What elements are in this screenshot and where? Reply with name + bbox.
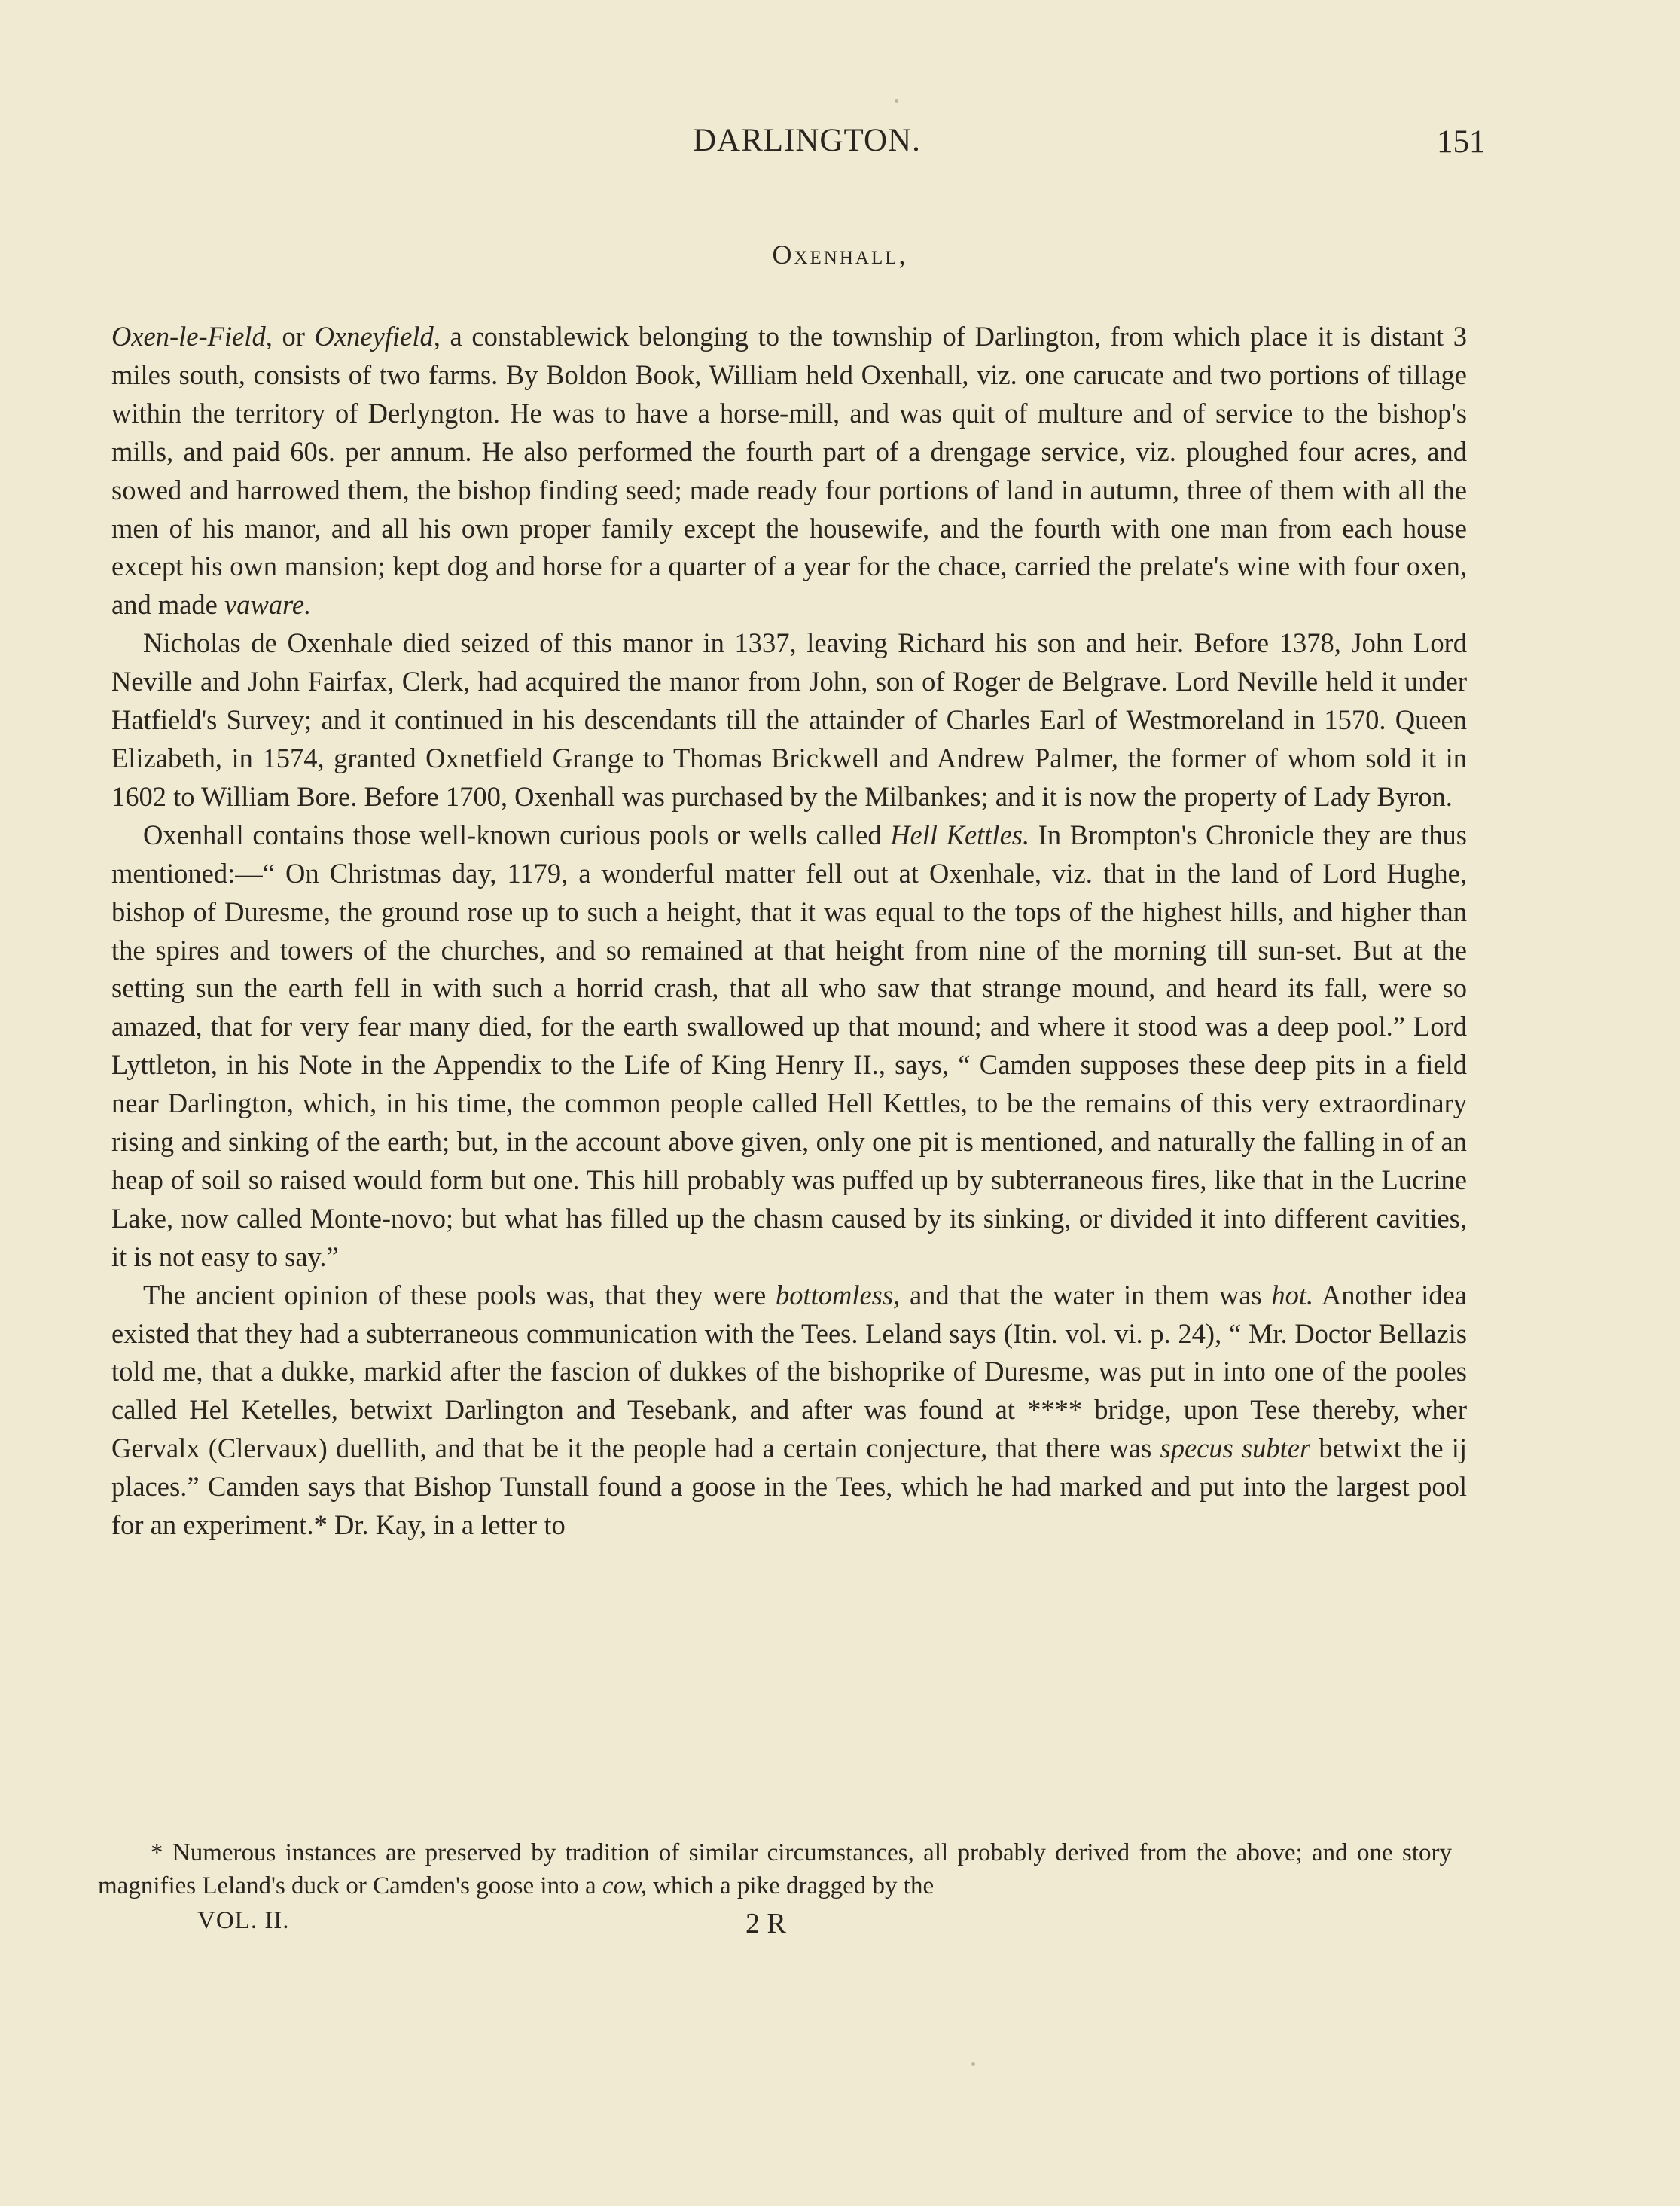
- text-run: vaware.: [224, 589, 312, 621]
- text-run: betwixt the ij places.” Camden says that Bishop Tunstall found a goose in the Tees, which he had marked and put into the largest pool for an experiment.* Dr. Kay, in a letter to: [111, 1433, 1468, 1541]
- page-number: 151: [1437, 124, 1486, 160]
- running-title: DARLINGTON.: [693, 123, 921, 158]
- paper-speck: [895, 99, 898, 103]
- text-run: Nicholas de Oxenhale died seized of this manor in 1337, leaving Richard his son and heir. Before 1378, John Lord Neville and John Fairfax, Clerk, had acquired the manor from John, son of Roger de Belgrave. Lord Neville held it under Hatfield's Survey; and it continued in his descendants till the attainder of Charles Earl of Westmoreland in 1570. Queen Elizabeth, in 1574, granted Oxnetfield Grange to Thomas Brickwell and Andrew Palmer, the former of whom sold it in 1602 to William Bore. Before 1700, Oxenhall was purchased by the Milbankes; and it is now the property of Lady Byron.: [111, 627, 1467, 812]
- running-head: [0, 122, 1680, 167]
- paper-speck: [971, 2062, 975, 2066]
- text-run: specus subter: [1160, 1433, 1311, 1464]
- signature-mark: 2 R: [745, 1908, 786, 1939]
- text-run: and that the water in them was: [900, 1279, 1272, 1310]
- text-run: In Brompton's Chronicle they are thus mentioned:—“ On Christmas day, 1179, a wonderful matter fell out at Oxenhale, viz. that in the land of Lord Hughe, bishop of Duresme, the ground rose up to such a height, that it was equal to the tops of the highest hills, and higher than the spires and towers of the churches, and so remained at that height from nine of the morning till sun-set. But at the setting sun the earth fell in with such a horrid crash, that all who saw that strange mound, and heard its fall, were so amazed, that for very fear many died, for the earth swallowed up that mound; and where it stood was a deep pool.” Lord Lyttleton, in his Note in the Appendix to the Life of King Henry II., says, “ Camden supposes these deep pits in a field near Darlington, which, in his time, the common people called Hell Kettles, to be the remains of this very extraordinary rising and sinking of the earth; but, in the account above given, only one pit is mentioned, and naturally the falling in of an heap of soil so raised would form but one. This hill probably was puffed up by subterraneous fires, like that in the Lucrine Lake, now called Monte-novo; but what has filled up the chasm caused by its sinking, or divided it into different cavities, it is not easy to say.”: [111, 819, 1467, 1272]
- text-run: Another idea existed that they had a subterraneous communication with the Tees. Leland says (Itin. vol. vi. p. 24), “ Mr. Doctor Bellazis told me, that a dukke, markid after the fascion of dukkes of the bishoprike of Duresme, was put in into one of the pooles called Hel Ketelles, betwixt Darlington and Tesebank, and after was found at **** bridge, upon Tese thereby, wher Gervalx (Clervaux) duellith, and that be it the people had a certain conjecture, that there was: [111, 1279, 1468, 1464]
- text-run: The ancient opinion of these pools was, that they were: [143, 1279, 776, 1310]
- text-run: Oxenhall contains those well-known curious pools or wells called: [143, 819, 891, 850]
- volume-label: VOL. II.: [197, 1907, 290, 1934]
- section-title: Oxenhall,: [772, 240, 908, 270]
- paragraph: [111, 318, 1467, 624]
- text-run: Hell Kettles.: [890, 819, 1030, 850]
- footnote: [98, 1836, 1452, 1902]
- text-run: hot.: [1271, 1279, 1314, 1310]
- paragraph: [111, 624, 1467, 816]
- text-run: cow,: [602, 1872, 647, 1899]
- body-text: [111, 318, 1467, 1545]
- text-run: or: [272, 321, 315, 352]
- text-run: Oxen-le-Field,: [111, 321, 273, 352]
- text-run: Oxneyfield,: [314, 321, 441, 352]
- paragraph: [111, 816, 1467, 1277]
- text-run: a constablewick belonging to the township of Darlington, from which place it is distant 3 miles south, consists of two farms. By Boldon Book, William held Oxenhall, viz. one carucate and two portions of tillage within the territory of Derlyngton. He was to have a horse-mill, and was quit of multure and of service to the bishop's mills, and paid 60s. per annum. He also performed the fourth part of a drengage service, viz. ploughed four acres, and sowed and harrowed them, the bishop finding seed; made ready four portions of land in autumn, three of them with all the men of his manor, and all his own proper family except the housewife, and the fourth with one man from each house except his own mansion; kept dog and horse for a quarter of a year for the chace, carried the prelate's wine with four oxen, and made: [111, 321, 1468, 621]
- paragraph: [111, 1277, 1467, 1545]
- text-run: * Numerous instances are preserved by tradition of similar circumstances, all probably derived from the above; and one story magnifies Leland's duck or Camden's goose into a: [98, 1839, 1452, 1899]
- signature-line: [0, 1907, 1680, 1945]
- text-run: which a pike dragged by the: [646, 1872, 935, 1899]
- text-run: bottomless,: [775, 1279, 901, 1310]
